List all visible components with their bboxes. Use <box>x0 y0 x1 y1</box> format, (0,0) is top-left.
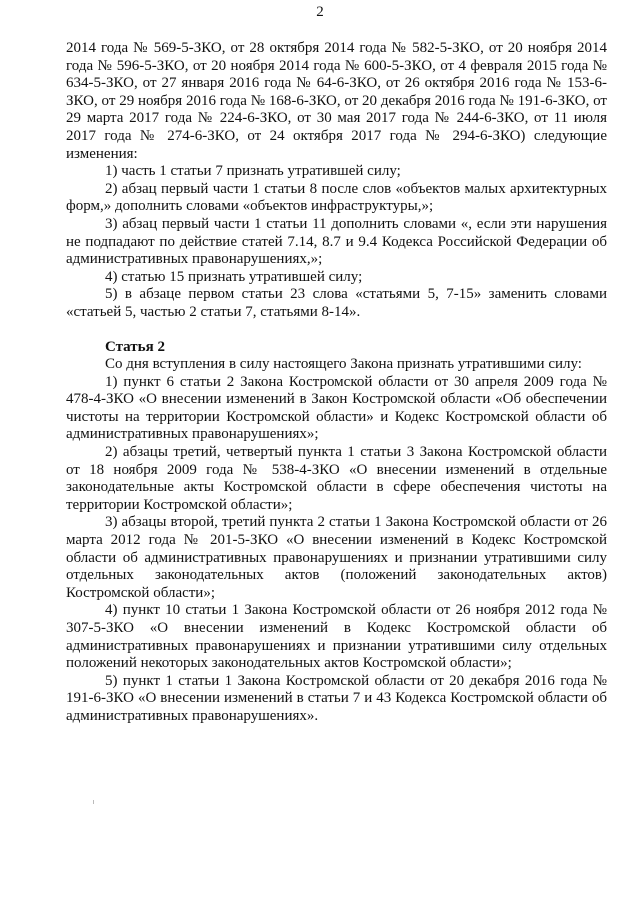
page-number: 2 <box>316 4 324 20</box>
repeal-item-2: 2) абзацы третий, четвертый пункта 1 статьи 3 Закона Костромской области от 18 ноября 2009 года № 538-4-ЗКО «О внесении изменений в отдельные законодательные акты Костромской области в сфере обеспечения чистоты на территории Костромской области»; <box>66 444 607 513</box>
amendment-item-5: 5) в абзаце первом статьи 23 слова «статьями 5, 7-15» заменить словами «статьей 5, частью 2 статьи 7, статьями 8-14». <box>66 286 607 320</box>
document-body <box>66 40 607 726</box>
repeal-item-3: 3) абзацы второй, третий пункта 2 статьи 1 Закона Костромской области от 26 марта 2012 года № 201-5-ЗКО «О внесении изменений в Кодекс Костромской области об административных правонарушениях и признании утратившими силу отдельных законодательных актов (положений законодательных актов) Костромской области»; <box>66 514 607 601</box>
amendment-item-4: 4) статью 15 признать утратившей силу; <box>105 268 363 285</box>
amendment-item-2: 2) абзац первый части 1 статьи 8 после слов «объектов малых архитектурных форм,» дополнить словами «объектов инфраструктуры,»; <box>66 180 607 215</box>
repeal-item-5: 5) пункт 1 статьи 1 Закона Костромской области от 20 декабря 2016 года № 191-6-ЗКО «О внесении изменений в статьи 7 и 43 Кодекса Костромской области об административных правонарушениях». <box>66 672 607 724</box>
amendment-list-intro: 2014 года № 569-5-ЗКО, от 28 октября 2014 года № 582-5-ЗКО, от 20 ноября 2014 года № 596-5-ЗКО, от 20 ноября 2014 года № 600-5-ЗКО, от 4 февраля 2015 года № 634-5-ЗКО, от 27 января 2016 года № 64-6-ЗКО, от 26 октября 2016 года № 153-6-ЗКО, от 29 ноября 2016 года № 168-6-ЗКО, от 20 декабря 2016 года № 191-6-ЗКО, от 29 марта 2017 года № 224-6-ЗКО, от 30 мая 2017 года № 244-6-ЗКО, от 11 июля 2017 года № 274-6-ЗКО, от 24 октября 2017 года № 294-6-ЗКО) следующие изменения: <box>66 40 607 162</box>
repeal-item-4: 4) пункт 10 статьи 1 Закона Костромской области от 26 ноября 2012 года № 307-5-ЗКО «О внесении изменений в Кодекс Костромской области об административных правонарушениях и признании утратившими силу отдельных положений некоторых законодательных актов Костромской области»; <box>66 602 607 672</box>
amendment-item-1: 1) часть 1 статьи 7 признать утратившей силу; <box>105 163 401 180</box>
article-intro: Со дня вступления в силу настоящего Закона признать утратившими силу: <box>105 356 582 373</box>
repeal-item-1: 1) пункт 6 статьи 2 Закона Костромской области от 30 апреля 2009 года № 478-4-ЗКО «О внесении изменений в Закон Костромской области «Об обеспечении чистоты на территории Костромской области» и Кодекс Костромской области об административных правонарушениях»; <box>66 373 607 443</box>
article-heading: Статья 2 <box>105 338 165 355</box>
amendment-item-3: 3) абзац первый части 1 статьи 11 дополнить словами «, если эти нарушения не подпадают по действие статей 7.14, 8.7 и 9.4 Кодекса Российской Федерации об административных правонарушениях,»; <box>66 215 607 268</box>
scan-speck <box>93 800 94 804</box>
